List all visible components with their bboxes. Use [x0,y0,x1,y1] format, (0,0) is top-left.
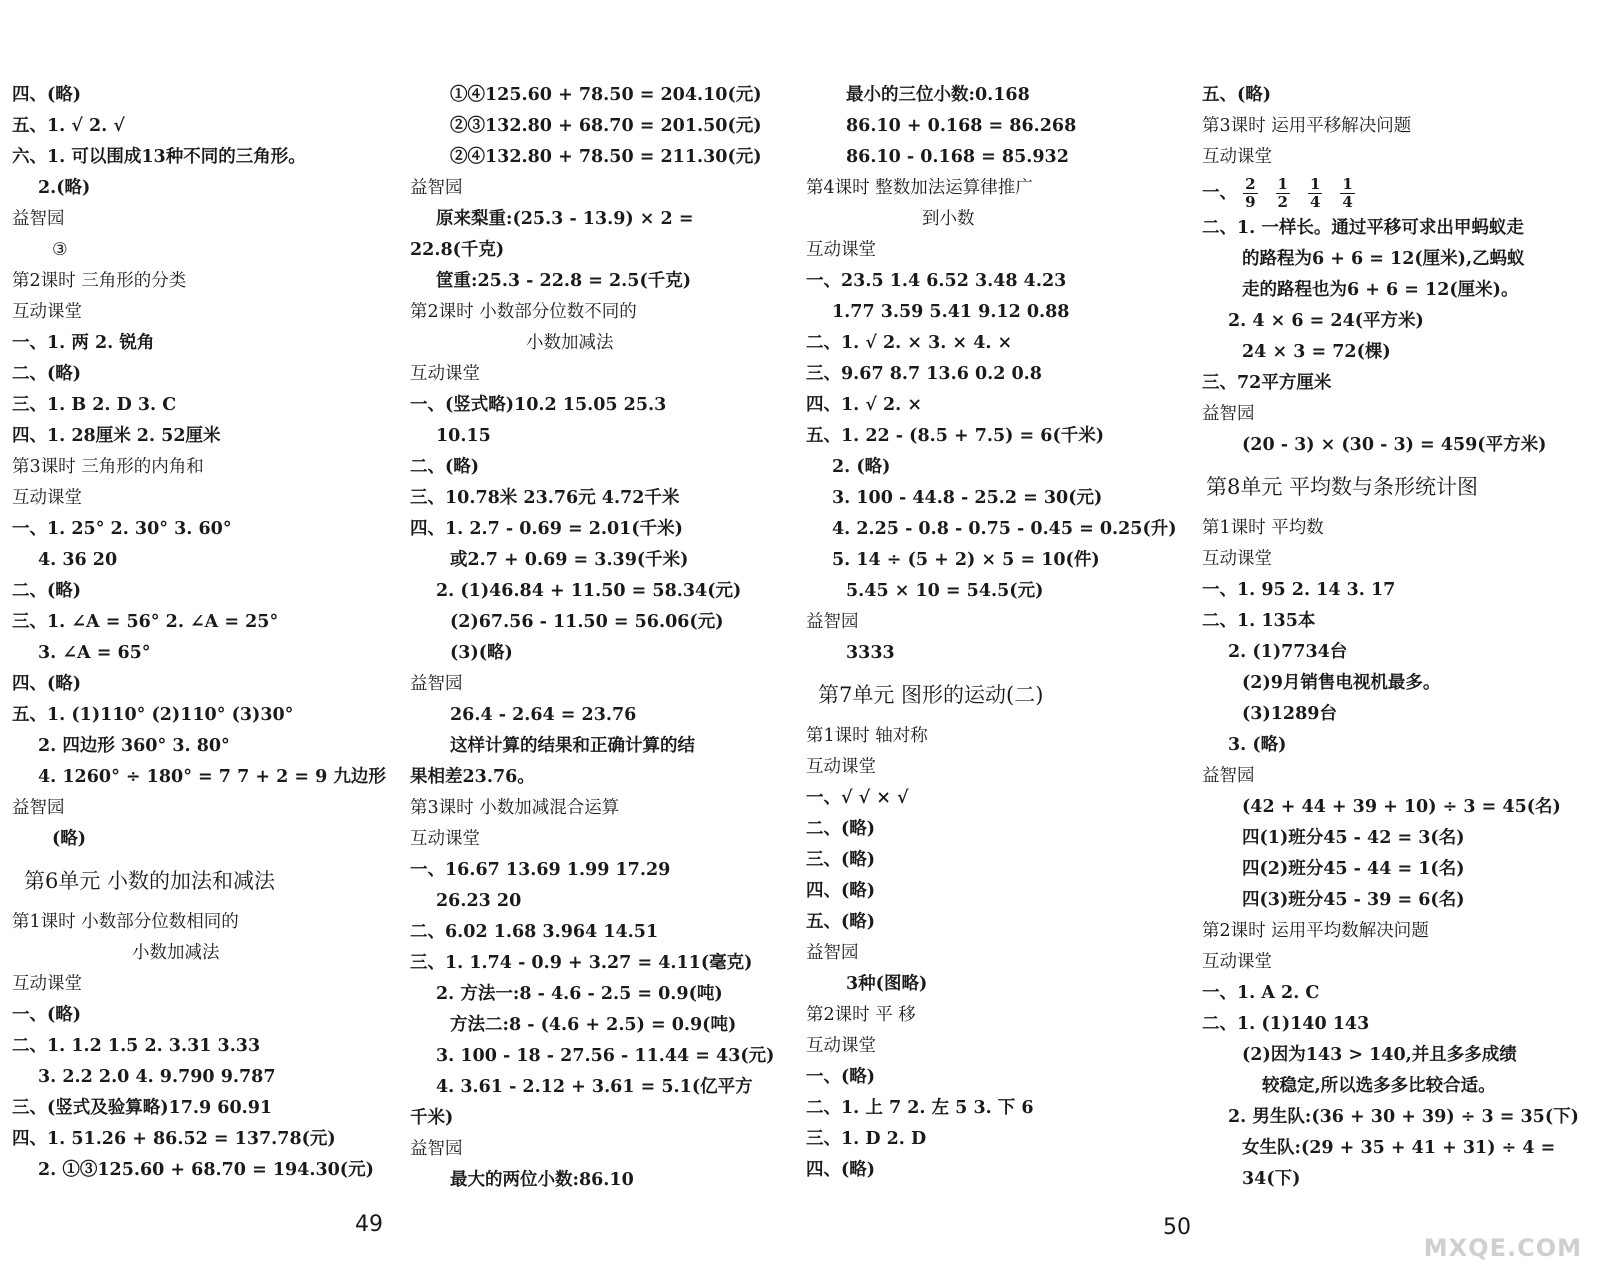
answer-line: 六、1. 可以围成13种不同的三角形。 [12,147,306,167]
lesson-heading: 第1课时 小数部分位数相同的 [12,912,239,932]
answer-line: 四、(略) [12,85,82,105]
answer-line: 22.8(千克) [410,240,505,260]
unit-heading: 第8单元 平均数与条形统计图 [1206,475,1479,499]
answer-line: 3333 [846,643,895,663]
section-label: 互动课堂 [12,302,82,322]
answer-line: 一、(略) [806,1067,876,1087]
answer-line: 2. 男生队:(36 + 30 + 39) ÷ 3 = 35(下) [1228,1107,1579,1127]
lesson-heading: 第2课时 平 移 [806,1005,916,1025]
lesson-heading: 第1课时 平均数 [1202,518,1324,538]
fraction-group [1243,176,1355,211]
answer-line: (略) [52,829,87,849]
answer-line: 四(3)班分45 - 39 = 6(名) [1242,890,1465,910]
answer-line: 二、(略) [12,581,82,601]
watermark: MXQE.COM [1423,1234,1582,1262]
section-label: 互动课堂 [12,488,82,508]
denominator: 4 [1309,193,1321,211]
answer-line: 二、1. 一样长。通过平移可求出甲蚂蚁走 [1202,218,1524,238]
answer-line: 五、1. √ 2. √ [12,116,125,136]
answer-line: 五、1. (1)110° (2)110° (3)30° [12,705,294,725]
answer-line: 三、9.67 8.7 13.6 0.2 0.8 [806,364,1042,384]
lesson-heading-cont: 小数加减法 [526,333,614,353]
answer-line: 1.77 3.59 5.41 9.12 0.88 [832,302,1070,322]
answer-line: 一、23.5 1.4 6.52 3.48 4.23 [806,271,1067,291]
answer-line: 3. 100 - 44.8 - 25.2 = 30(元) [832,488,1103,508]
numerator: 1 [1277,175,1288,193]
answer-line: 四、(略) [12,674,82,694]
answer-line: 2. 方法一:8 - 4.6 - 2.5 = 0.9(吨) [436,984,723,1004]
answer-line: 2. 4 × 6 = 24(平方米) [1228,311,1424,331]
section-label: 益智园 [806,612,859,632]
answer-line: 4. 1260° ÷ 180° = 7 7 + 2 = 9 九边形 [38,767,386,787]
lesson-heading-cont: 到小数 [922,209,975,229]
section-label: 益智园 [806,943,859,963]
section-label: 益智园 [410,1139,463,1159]
answer-line: 原来梨重:(25.3 - 13.9) × 2 = [436,209,694,229]
answer-line: 10.15 [436,426,491,446]
section-label: 互动课堂 [806,240,876,260]
answer-line: 3种(图略) [846,974,928,994]
column-1 [12,80,386,1186]
answer-line: 最大的两位小数:86.10 [450,1170,634,1190]
answer-line: 二、(略) [12,364,82,384]
numerator: 1 [1342,175,1353,193]
answer-line: ③ [52,240,68,260]
answer-line: (3)(略) [450,643,513,663]
answer-line: 5. 14 ÷ (5 + 2) × 5 = 10(件) [832,550,1100,570]
answer-line: 三、1. 1.74 - 0.9 + 3.27 = 4.11(毫克) [410,953,753,973]
section-label: 互动课堂 [1202,549,1272,569]
denominator: 4 [1342,193,1353,211]
answer-line: 四、1. 51.26 + 86.52 = 137.78(元) [12,1129,336,1149]
answer-line: ②④132.80 + 78.50 = 211.30(元) [450,147,762,167]
answer-line: 34(下) [1242,1169,1301,1189]
answer-line: 一、1. 25° 2. 30° 3. 60° [12,519,232,539]
answer-line-fractions [1202,173,1579,213]
answer-line: 2. ①③125.60 + 68.70 = 194.30(元) [38,1160,374,1180]
fraction [1340,176,1354,211]
unit-heading: 第7单元 图形的运动(二) [818,683,1044,707]
answer-line: 五、(略) [806,912,876,932]
answer-line: 果相差23.76。 [410,767,535,787]
answer-line: (42 + 44 + 39 + 10) ÷ 3 = 45(名) [1242,797,1561,817]
answer-line: 2. (1)46.84 + 11.50 = 58.34(元) [436,581,742,601]
answer-line: 三、(略) [806,850,876,870]
answer-line: 86.10 - 0.168 = 85.932 [846,147,1069,167]
section-label: 益智园 [410,178,463,198]
answer-line: 一、1. 两 2. 锐角 [12,333,155,353]
section-label: 互动课堂 [806,1036,876,1056]
answer-line: 4. 36 20 [38,550,118,570]
section-label: 互动课堂 [12,974,82,994]
answer-line: 26.23 20 [436,891,522,911]
answer-line: 3. 2.2 2.0 4. 9.790 9.787 [38,1067,276,1087]
page-number-left: 49 [355,1212,383,1237]
answer-line: 2. (略) [832,457,891,477]
answer-line: 3. (略) [1228,735,1287,755]
fraction [1276,176,1290,211]
answer-line: 三、1. ∠A = 56° 2. ∠A = 25° [12,612,279,632]
answer-line: 二、(略) [410,457,480,477]
answer-line: 的路程为6 + 6 = 12(厘米),乙蚂蚁 [1242,249,1525,269]
answer-prefix: 一、 [1202,183,1237,203]
fraction [1243,176,1257,211]
answer-line: 四、1. 2.7 - 0.69 = 2.01(千米) [410,519,683,539]
answer-line: 一、(竖式略)10.2 15.05 25.3 [410,395,667,415]
section-label: 互动课堂 [410,364,480,384]
answer-line: 86.10 + 0.168 = 86.268 [846,116,1077,136]
answer-line: (2)67.56 - 11.50 = 56.06(元) [450,612,724,632]
lesson-heading-cont: 小数加减法 [132,943,220,963]
answer-line: 三、(竖式及验算略)17.9 60.91 [12,1098,273,1118]
answer-line: 三、1. B 2. D 3. C [12,395,177,415]
answer-line: 2.(略) [38,178,91,198]
answer-line: 五、(略) [1202,85,1272,105]
answer-line: 四、1. √ 2. × [806,395,922,415]
answer-line: (2)9月销售电视机最多。 [1242,673,1441,693]
answer-line: 5.45 × 10 = 54.5(元) [846,581,1044,601]
answer-line: 二、1. 上 7 2. 左 5 3. 下 6 [806,1098,1034,1118]
answer-line: 一、16.67 13.69 1.99 17.29 [410,860,671,880]
numerator: 1 [1309,175,1321,193]
answer-line: 走的路程也为6 + 6 = 12(厘米)。 [1242,280,1519,300]
column-3 [806,80,1177,1186]
answer-line: 二、1. 135本 [1202,611,1316,631]
column-2 [410,80,774,1196]
answer-line: 一、(略) [12,1005,82,1025]
lesson-heading: 第3课时 运用平移解决问题 [1202,116,1412,136]
section-label: 益智园 [1202,404,1255,424]
answer-line: 26.4 - 2.64 = 23.76 [450,705,637,725]
answer-line: 四、(略) [806,881,876,901]
answer-line: 三、10.78米 23.76元 4.72千米 [410,488,680,508]
section-label: 益智园 [410,674,463,694]
page-number-right: 50 [1163,1215,1191,1240]
section-label: 互动课堂 [1202,147,1272,167]
answer-line: 一、√ √ × √ [806,788,909,808]
answer-line: (20 - 3) × (30 - 3) = 459(平方米) [1242,435,1547,455]
answer-line: 二、1. (1)140 143 [1202,1014,1370,1034]
numerator: 2 [1245,175,1256,193]
answer-line: 方法二:8 - (4.6 + 2.5) = 0.9(吨) [450,1015,737,1035]
section-label: 互动课堂 [410,829,480,849]
answer-line: 五、1. 22 - (8.5 + 7.5) = 6(千米) [806,426,1105,446]
answer-line: 24 × 3 = 72(棵) [1242,342,1391,362]
lesson-heading: 第3课时 小数加减混合运算 [410,798,620,818]
answer-line: 千米) [410,1108,454,1128]
answer-line: 3. ∠A = 65° [38,643,151,663]
answer-line: 较稳定,所以选多多比较合适。 [1262,1076,1496,1096]
section-label: 益智园 [12,209,65,229]
answer-line: 二、1. √ 2. × 3. × 4. × [806,333,1013,353]
column-4 [1202,80,1579,1195]
answer-line: ②③132.80 + 68.70 = 201.50(元) [450,116,762,136]
answer-line: 二、6.02 1.68 3.964 14.51 [410,922,659,942]
answer-line: (3)1289台 [1242,704,1337,724]
denominator: 9 [1245,193,1256,211]
lesson-heading: 第4课时 整数加法运算律推广 [806,178,1033,198]
answer-line: 二、1. 1.2 1.5 2. 3.31 3.33 [12,1036,261,1056]
lesson-heading: 第3课时 三角形的内角和 [12,457,204,477]
lesson-heading: 第2课时 运用平均数解决问题 [1202,921,1429,941]
lesson-heading: 第2课时 小数部分位数不同的 [410,302,637,322]
section-label: 益智园 [1202,766,1255,786]
answer-line: 四(2)班分45 - 44 = 1(名) [1242,859,1465,879]
answer-line: (2)因为143 > 140,并且多多成绩 [1242,1045,1517,1065]
answer-line: 一、1. A 2. C [1202,983,1320,1003]
answer-line: 四(1)班分45 - 42 = 3(名) [1242,828,1465,848]
answer-line: 这样计算的结果和正确计算的结 [450,736,695,756]
answer-line: 4. 2.25 - 0.8 - 0.75 - 0.45 = 0.25(升) [832,519,1177,539]
answer-line: 女生队:(29 + 35 + 41 + 31) ÷ 4 = [1242,1138,1556,1158]
lesson-heading: 第2课时 三角形的分类 [12,271,187,291]
answer-line: ①④125.60 + 78.50 = 204.10(元) [450,85,762,105]
answer-line: 最小的三位小数:0.168 [846,85,1030,105]
section-label: 益智园 [12,798,65,818]
answer-line: 3. 100 - 18 - 27.56 - 11.44 = 43(元) [436,1046,775,1066]
lesson-heading: 第1课时 轴对称 [806,726,928,746]
answer-line: 一、1. 95 2. 14 3. 17 [1202,580,1396,600]
section-label: 互动课堂 [1202,952,1272,972]
answer-line: 或2.7 + 0.69 = 3.39(千米) [450,550,689,570]
section-label: 互动课堂 [806,757,876,777]
answer-line: 四、(略) [806,1160,876,1180]
answer-line: 2. (1)7734台 [1228,642,1348,662]
answer-line: 4. 3.61 - 2.12 + 3.61 = 5.1(亿平方 [436,1077,753,1097]
answer-line: 筐重:25.3 - 22.8 = 2.5(千克) [436,271,692,291]
answer-line: 四、1. 28厘米 2. 52厘米 [12,426,221,446]
answer-line: 二、(略) [806,819,876,839]
denominator: 2 [1277,193,1288,211]
unit-heading: 第6单元 小数的加法和减法 [24,869,276,893]
answer-line: 2. 四边形 360° 3. 80° [38,736,230,756]
answer-line: 三、1. D 2. D [806,1129,927,1149]
fraction [1308,176,1322,211]
answer-line: 三、72平方厘米 [1202,373,1332,393]
